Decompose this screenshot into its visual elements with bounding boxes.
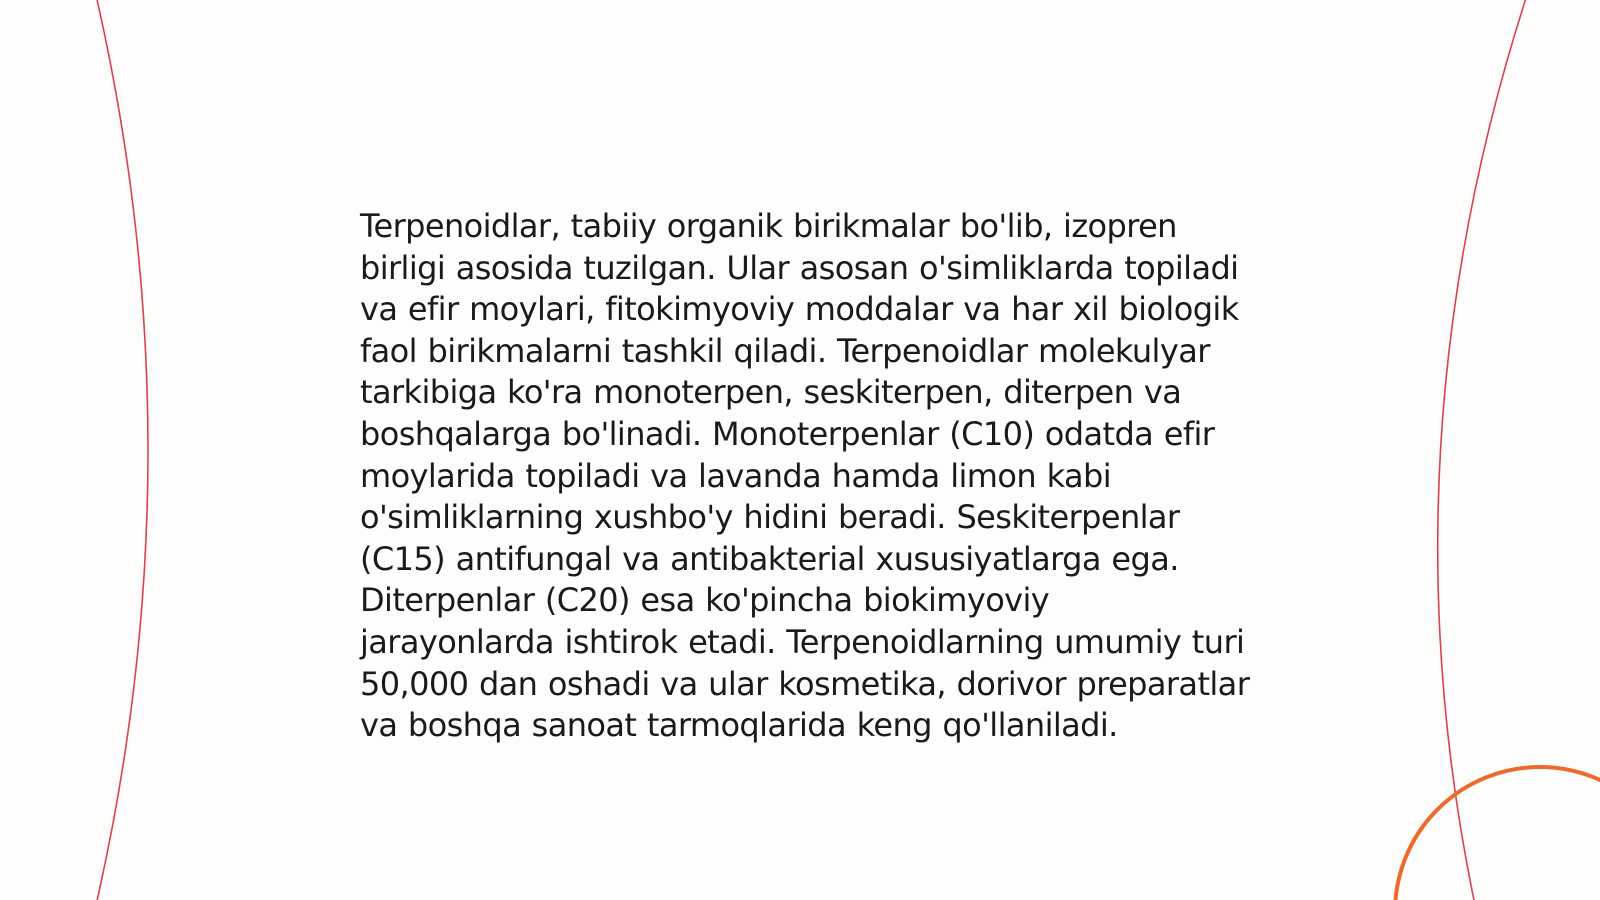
body-paragraph: Terpenoidlar, tabiiy organik birikmalar bo'lib, izopren birligi asosida tuzilgan. Ular asosan o'simliklarda topiladi va efir moylari, fitokimyoviy moddalar va har xil biologik faol birikmalarni tashkil qiladi. Terpenoidlar molekulyar tarkibiga ko'ra monoterpen, seskiterpen, diterpen va boshqalarga bo'linadi. Monoterpenlar (C10) odatda efir moylarida topiladi va lavanda hamda limon kabi o'simliklarning xushbo'y hidini beradi. Seskiterpenlar (C15) antifungal va antibakterial xususiyatlarga ega. Diterpenlar (C20) esa ko'pincha biokimyoviy jarayonlarda ishtirok etadi. Terpenoidlarning umumiy turi 50,000 dan oshadi va ular kosmetika, dorivor preparatlar va boshqa sanoat tarmoqlarida keng qo'llaniladi. — [360, 207, 1250, 745]
left-arc-line — [96, 0, 148, 900]
orange-circle-arc — [1395, 767, 1600, 900]
right-arc-line — [1438, 0, 1527, 900]
